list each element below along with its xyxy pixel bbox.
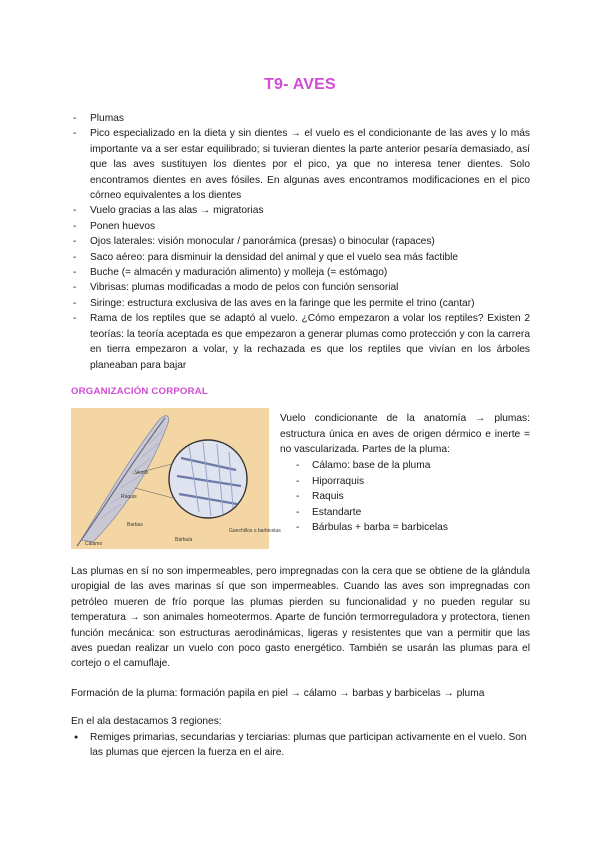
feather-figure bbox=[71, 408, 281, 549]
list-item: - Plumas bbox=[90, 111, 530, 126]
list-item: - Buche (= almacén y maduración alimento) y molleja (= estómago) bbox=[90, 265, 530, 280]
list-item: - Rama de los reptiles que se adaptó al vuelo. ¿Cómo empezaron a volar los reptiles? Existen 2 teorías: la teoría aceptada es que empezaron a generar plumas como protección y con la carrera en tierra empezaron a volar, y la rechazada es que los reptiles que vivían en los árboles planeaban para bajar bbox=[90, 311, 530, 373]
list-item: - Bárbulas + barba = barbicelas bbox=[312, 520, 448, 536]
list-item: ● Remiges primarias, secundarias y terciarias: plumas que participan activamente en el vuelo. Son las plumas que ejercen la fuerza en el aire. bbox=[90, 730, 530, 761]
list-item: - Siringe: estructura exclusiva de las aves en la faringe que les permite el trino (cantar) bbox=[90, 296, 530, 311]
page-title: T9- AVES bbox=[264, 76, 336, 93]
paragraph-wing-regions: En el ala destacamos 3 regiones: bbox=[71, 716, 222, 727]
list-item: - Ojos laterales: visión monocular / panorámica (presas) o binocular (rapaces) bbox=[90, 234, 530, 249]
wing-regions-list bbox=[90, 730, 530, 761]
feather-parts-list bbox=[312, 458, 448, 536]
label-barbas: Barbas bbox=[127, 522, 143, 528]
list-item: - Pico especializado en la dieta y sin dientes → el vuelo es el condicionante de las aves y lo más importante va a ser estar equilibrado; si tuvieran dientes la parte anterior pesaría demasiado, así que las aves sustituyen los dientes por el pico, ya que no interesa tener dientes. Solo encontramos dientes en aves fósiles. En algunas aves encontramos modificaciones en el pico córneo equivalentes a los dientes bbox=[90, 126, 530, 203]
list-item: - Saco aéreo: para disminuir la densidad del animal y que el vuelo sea más factible bbox=[90, 250, 530, 265]
label-vexilo: Vexilo bbox=[135, 470, 149, 476]
paragraph-impermeability: Las plumas en sí no son impermeables, pero impregnadas con la cera que se obtiene de la glándula uropigial de las aves marinas sí que son impermeables. Cuando las aves son impregnadas con petróleo mueren de frío porque las plumas pierden su funcionalidad y no pueden regular su temperatura → son animales homeotermos. Aparte de función termorreguladora y protectora, tienen función mecánica: son estructuras aerodinámicas, ligeras y resistentes que van a permitir que las aves puedan realizar un vuelo con poco gasto energético. También se usarán las plumas para el cortejo o el camuflaje. bbox=[71, 566, 530, 670]
paragraph-feather-formation: Formación de la pluma: formación papila en piel → cálamo → barbas y barbicelas → pluma bbox=[71, 688, 485, 699]
list-item: - Vuelo gracias a las alas → migratorias bbox=[90, 203, 530, 218]
label-barbula: Bárbula bbox=[175, 537, 193, 543]
label-raquis: Raquis bbox=[121, 494, 137, 500]
label-ganchillos: Ganchillos o barbicelas bbox=[229, 528, 281, 534]
list-item: - Estandarte bbox=[312, 505, 448, 521]
list-item: - Raquis bbox=[312, 489, 448, 505]
list-item: - Ponen huevos bbox=[90, 219, 530, 234]
list-item: - Hiporraquis bbox=[312, 474, 448, 490]
section-heading: ORGANIZACIÓN CORPORAL bbox=[71, 386, 208, 397]
feather-illustration bbox=[71, 408, 281, 549]
list-item: - Cálamo: base de la pluma bbox=[312, 458, 448, 474]
list-item: - Vibrisas: plumas modificadas a modo de pelos con función sensorial bbox=[90, 280, 530, 295]
label-calamo: Cálamo bbox=[85, 541, 103, 547]
feather-description: Vuelo condicionante de la anatomía → plumas: estructura única en aves de origen dérmico e inerte = no vascularizada. Partes de la pluma: bbox=[280, 413, 530, 456]
characteristics-list bbox=[90, 111, 530, 373]
